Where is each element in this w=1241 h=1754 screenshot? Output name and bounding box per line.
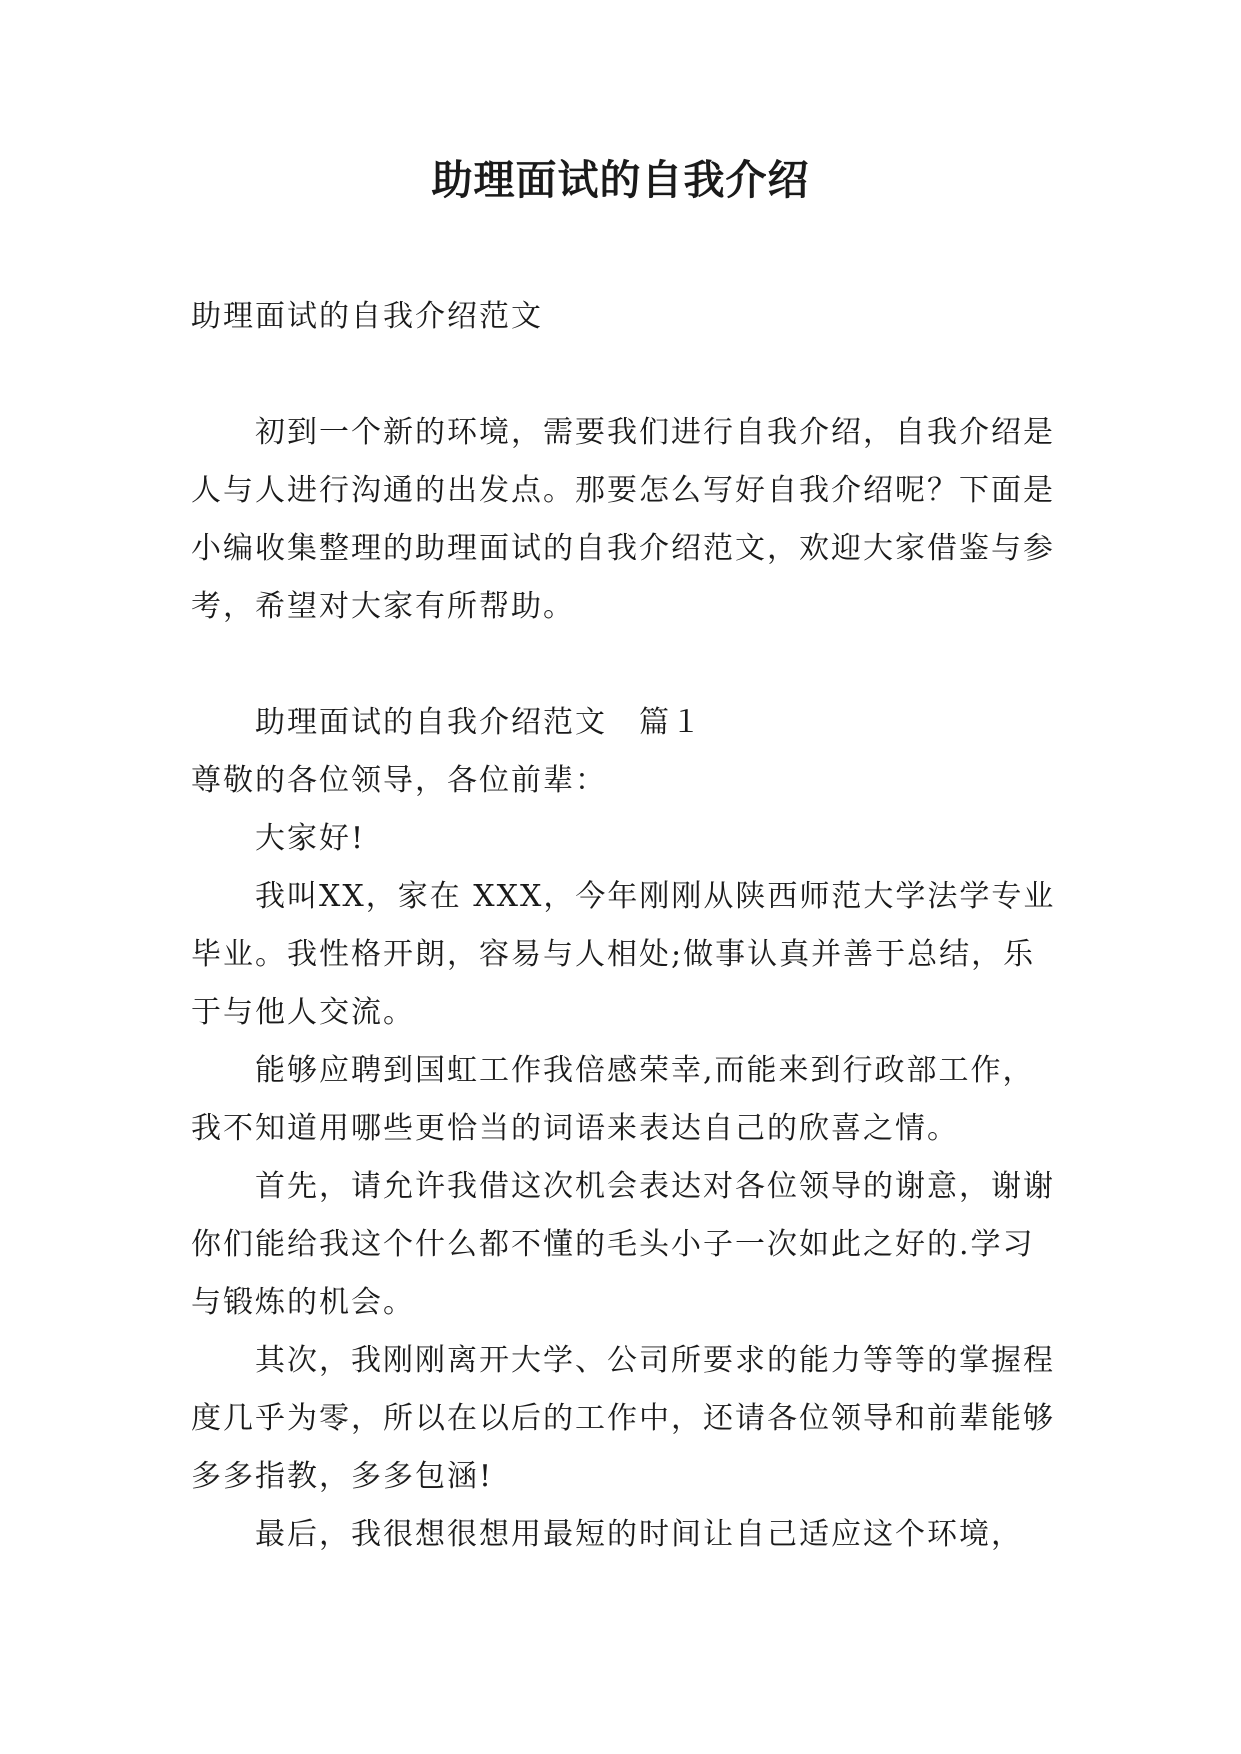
document-title: 助理面试的自我介绍: [431, 156, 810, 204]
body-paragraph: 能够应聘到国虹工作我倍感荣幸,而能来到行政部工作，我不知道用哪些更恰当的词语来表达自己的欣喜之情。: [191, 1053, 1035, 1146]
body-paragraph: 首先，请允许我借这次机会表达对各位领导的谢意，谢谢你们能给我这个什么都不懂的毛头小子一次如此之好的.学习与锻炼的机会。: [191, 1169, 1055, 1320]
document-body: [191, 288, 1061, 1564]
greeting: 大家好!: [255, 821, 366, 856]
section-heading: 助理面试的自我介绍范文 篇１: [255, 705, 703, 740]
body-paragraph: 我叫XX，家在 XXX，今年刚刚从陕西师范大学法学专业毕业。我性格开朗，容易与人相处;做事认真并善于总结，乐于与他人交流。: [191, 879, 1056, 1030]
salutation: 尊敬的各位领导，各位前辈：: [191, 763, 607, 798]
document-subtitle: 助理面试的自我介绍范文: [191, 299, 543, 334]
intro-paragraph: 初到一个新的环境，需要我们进行自我介绍，自我介绍是人与人进行沟通的出发点。那要怎么写好自我介绍呢？下面是小编收集整理的助理面试的自我介绍范文，欢迎大家借鉴与参考，希望对大家有所帮助。: [191, 415, 1055, 624]
body-paragraph: 其次，我刚刚离开大学、公司所要求的能力等等的掌握程度几乎为零，所以在以后的工作中，还请各位领导和前辈能够多多指教，多多包涵!: [191, 1343, 1055, 1494]
body-paragraph: 最后，我很想很想用最短的时间让自己适应这个环境，: [255, 1517, 1023, 1552]
